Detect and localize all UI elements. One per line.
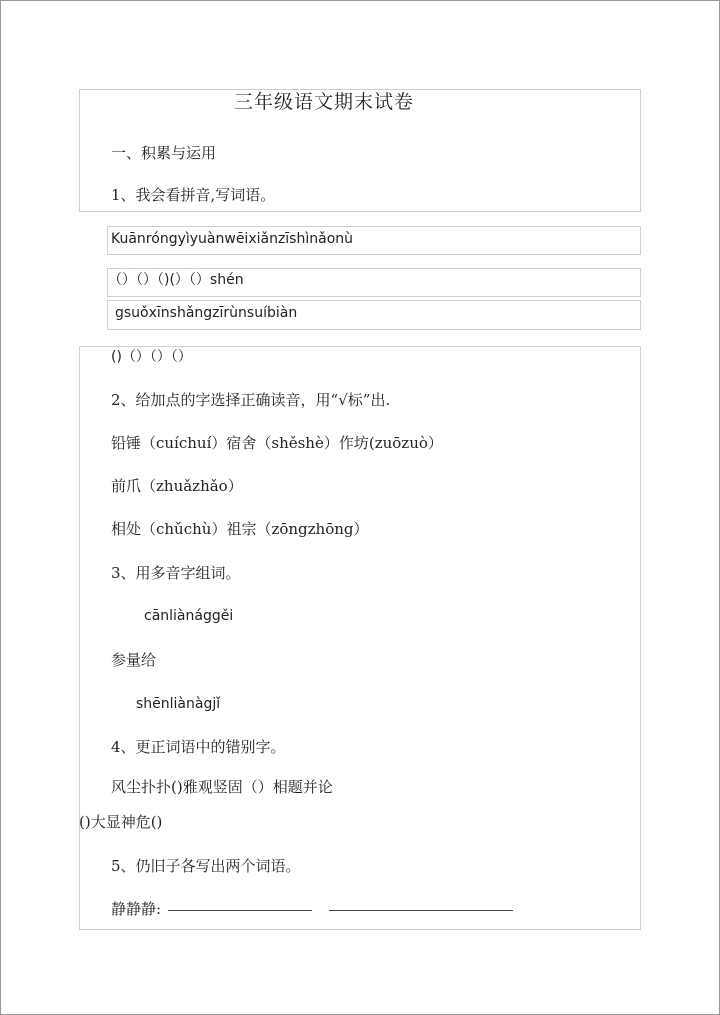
q5-prompt: 静静静: [111, 900, 162, 918]
q4-row-2: ()大显神危() [79, 813, 163, 831]
q2-row-2: 前爪（zhuǎzhǎo） [111, 477, 243, 495]
q3-heading: 3、用多音字组词。 [111, 564, 241, 582]
q1-paren-row-2: ()（）（）（） [111, 349, 192, 365]
answer-blank-1[interactable] [168, 910, 312, 911]
q1-pinyin-row-2: gsuǒxīnshǎngzīrùnsuíbiàn [115, 305, 298, 321]
section-heading: 一、积累与运用 [111, 144, 217, 162]
q4-heading: 4、更正词语中的错别字。 [111, 738, 286, 756]
q4-row-1: 风尘扑扑()雅观竖固（）相题并论 [111, 778, 333, 796]
q1-pinyin-row-1: Kuānróngyìyuànwēixiǎnzīshìnǎonù [111, 231, 354, 247]
q5-heading: 5、仍旧子各写出两个词语。 [111, 857, 301, 875]
q2-row-1: 铅锤（cuíchuí）宿舍（shěshè）作坊(zuōzuò） [111, 434, 443, 452]
q1-heading: 1、我会看拼音,写词语。 [111, 186, 276, 204]
q2-heading: 2、给加点的字选择正确读音，用“√标”出. [111, 391, 391, 409]
q3-chars: 参量给 [111, 651, 157, 669]
q3-pinyin-1: cānliànággěi [144, 608, 234, 624]
q2-row-3: 相处（chǔchù）祖宗（zōngzhōng） [111, 520, 369, 538]
q3-pinyin-2: shēnliànàgjǐ [136, 696, 221, 712]
answer-blank-2[interactable] [329, 910, 513, 911]
page-title: 三年级语文期末试卷 [234, 91, 415, 113]
q1-paren-row-1: （）（）（)(）（）shén [108, 272, 244, 288]
